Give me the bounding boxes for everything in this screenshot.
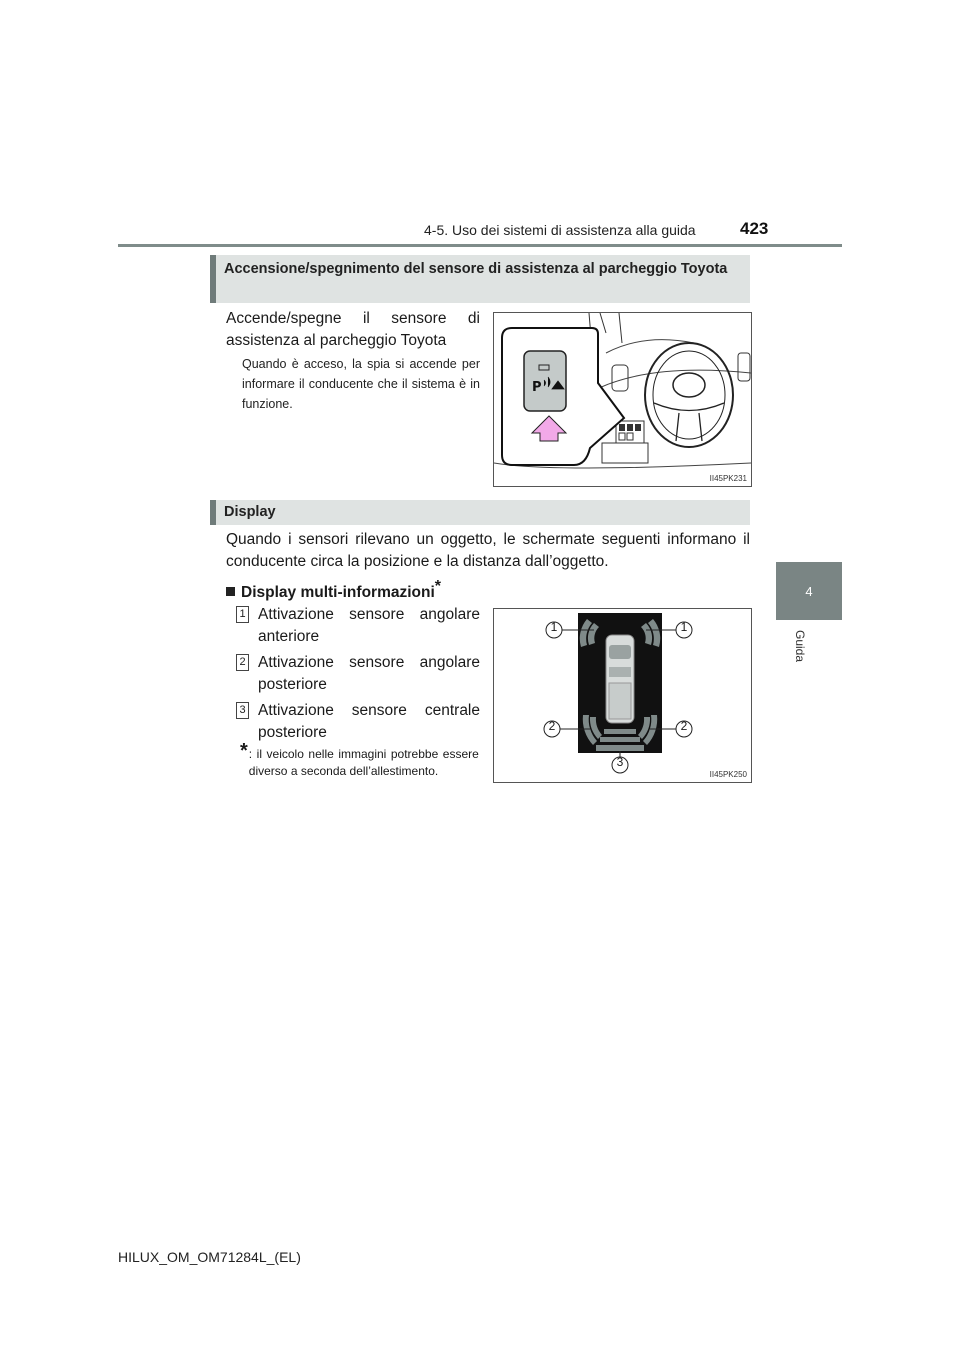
list-item: [236, 604, 480, 648]
list-item-text: Attivazione sensore centrale posteriore: [258, 702, 480, 741]
figure-code: II45PK231: [709, 474, 747, 483]
display-figure: [493, 608, 752, 783]
list-item-text: Attivazione sensore angolare anteriore: [258, 606, 480, 645]
chapter-tab: 4: [776, 562, 842, 620]
section-heading-text: Accensione/spegnimento del sensore di assistenza al parcheggio Toyota: [224, 261, 728, 277]
subheading-multi-info: [226, 576, 441, 604]
header-rule: [118, 244, 842, 247]
section-heading-display: [210, 500, 750, 525]
chapter-label: Guida: [793, 630, 807, 663]
page-number: 423: [740, 219, 769, 238]
callout-label: 2: [680, 719, 688, 733]
num-badge: 3: [236, 702, 249, 719]
num-badge: 1: [236, 606, 249, 623]
callout-label: 3: [616, 755, 624, 769]
footnote-mark: *: [240, 740, 248, 762]
svg-text:P: P: [532, 380, 542, 395]
footnote-text: : il veicolo nelle immagini potrebbe essere diverso a seconda dell’allestimento.: [248, 747, 479, 778]
callout-label: 2: [548, 719, 556, 733]
section-heading-parking-sensor: [210, 255, 750, 303]
section-title: 4-5. Uso dei sistemi di assistenza alla guida: [424, 222, 696, 238]
switch-illustration: [494, 313, 751, 486]
square-bullet-icon: [226, 587, 235, 596]
document-id: HILUX_OM_OM71284L_(EL): [118, 1249, 301, 1265]
legend-list: [236, 604, 480, 744]
section1-body: Accende/spegne il sensore di assistenza al parcheggio Toyota: [226, 310, 480, 349]
callout-label: 1: [680, 620, 688, 634]
section2-intro: Quando i sensori rilevano un oggetto, le schermate seguenti informano il conducente circa la posizione e la distanza dall’oggetto.: [226, 531, 750, 570]
footnote: [240, 740, 480, 780]
list-item-text: Attivazione sensore angolare posteriore: [258, 654, 480, 693]
list-item: [236, 700, 480, 744]
section1-note: Quando è acceso, la spia si accende per informare il conducente che il sistema è in funzione.: [242, 357, 480, 411]
switch-figure: [493, 312, 752, 487]
list-item: [236, 652, 480, 696]
num-badge: 2: [236, 654, 249, 671]
figure-code: II45PK250: [709, 770, 747, 779]
section-heading-text: Display: [224, 504, 276, 520]
subheading-text: Display multi-informazioni: [241, 584, 435, 602]
callout-label: 1: [550, 620, 558, 634]
asterisk: *: [434, 578, 441, 595]
